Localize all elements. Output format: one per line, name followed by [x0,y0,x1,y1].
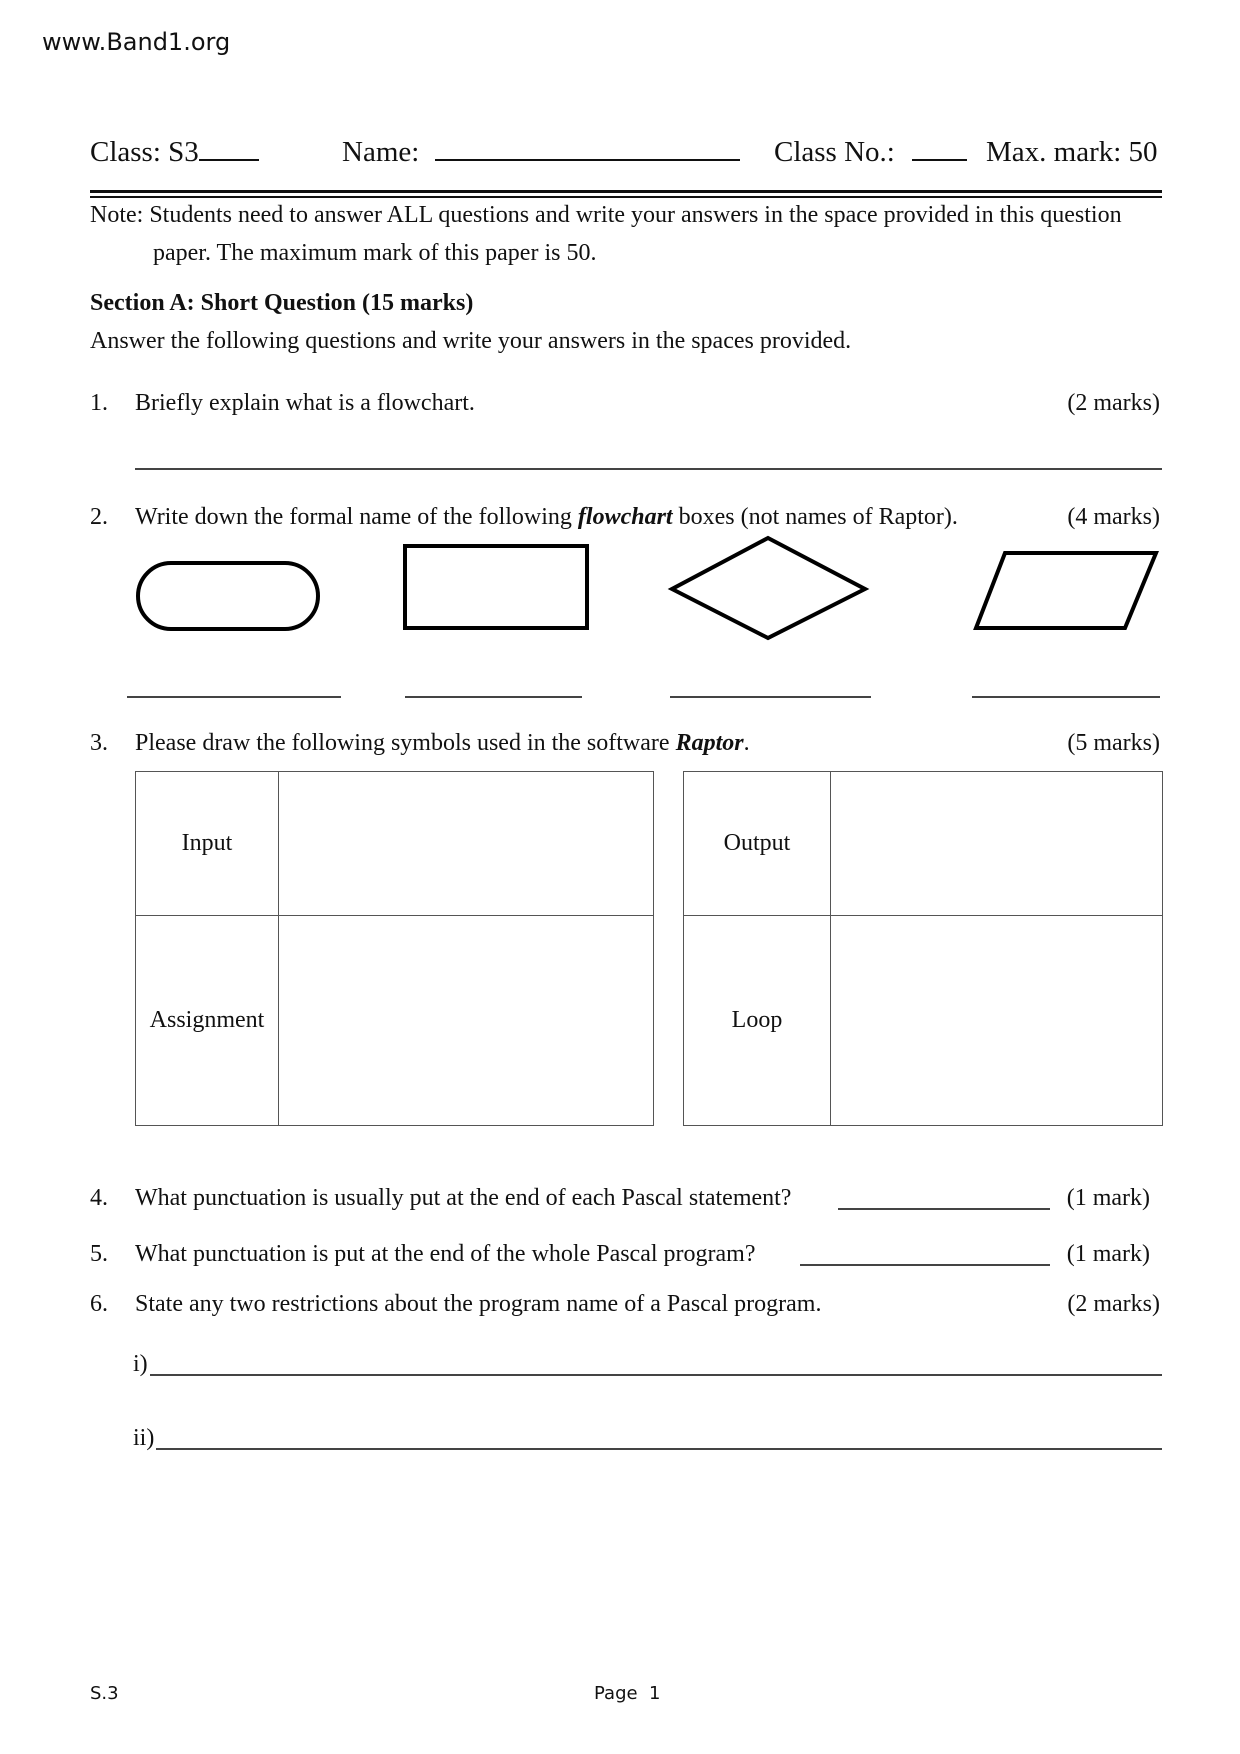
q2-answer-line-1[interactable] [127,696,341,698]
q5-number: 5. [90,1241,108,1267]
q5-answer-line[interactable] [800,1264,1050,1266]
q6-answer-line-i[interactable] [150,1374,1162,1376]
q1-text: Briefly explain what is a flowchart. [135,390,475,416]
q2-answer-line-4[interactable] [972,696,1160,698]
draw-area-input[interactable] [279,772,654,916]
q3-text-emphasis: Raptor [675,730,744,756]
note-line-2: paper. The maximum mark of this paper is 50. [153,240,597,266]
name-field [342,136,740,169]
q3-text-after: . [743,730,750,756]
note-line-1: Note: Students need to answer ALL questions and write your answers in the space provided in this question [90,202,1122,228]
site-watermark: www.Band1.org [42,28,231,56]
q2-text-after: boxes (not names of Raptor). [672,504,958,530]
class-no-field [774,136,967,169]
q6-marks: (2 marks) [1067,1291,1160,1317]
class-blank[interactable] [199,158,259,161]
q2-number: 2. [90,504,108,530]
q6-answer-line-ii[interactable] [156,1448,1162,1450]
q2-answer-line-2[interactable] [405,696,582,698]
q4-marks: (1 mark) [1066,1185,1150,1211]
max-mark: Max. mark: 50 [986,136,1158,168]
flowchart-shapes [0,530,1240,650]
q3-text-before: Please draw the following symbols used in the software [135,730,676,756]
q5-text: What punctuation is put at the end of the whole Pascal program? [135,1241,756,1267]
class-label: Class: S3 [90,136,199,168]
header-double-rule [90,190,1162,198]
section-instruction: Answer the following questions and write your answers in the spaces provided. [90,328,852,354]
raptor-table-left [135,771,654,1126]
footer-left: S.3 [90,1683,119,1704]
q3-marks: (5 marks) [1067,730,1160,756]
section-title: Section A: Short Question (15 marks) [90,290,474,316]
q4-answer-line[interactable] [838,1208,1050,1210]
class-no-label: Class No.: [774,136,895,168]
q2-text-emphasis: flowchart [577,504,673,530]
q1-answer-line[interactable] [135,468,1162,470]
terminal-shape [138,563,318,629]
draw-area-loop[interactable] [831,916,1163,1126]
class-field [90,136,259,169]
q3-text [135,730,750,757]
name-label: Name: [342,136,420,168]
q4-number: 4. [90,1185,108,1211]
label-loop: Loop [731,1007,783,1033]
page-number: Page 1 [594,1683,661,1704]
q1-marks: (2 marks) [1067,390,1160,416]
draw-area-output[interactable] [831,772,1163,916]
q2-marks: (4 marks) [1067,504,1160,530]
q2-answer-line-3[interactable] [670,696,871,698]
q5-marks: (1 mark) [1066,1241,1150,1267]
q1-number: 1. [90,390,108,416]
input-output-shape [976,553,1156,628]
label-assignment: Assignment [149,1007,265,1033]
q2-text-before: Write down the formal name of the following [135,504,578,530]
q4-text: What punctuation is usually put at the end of each Pascal statement? [135,1185,792,1211]
label-input: Input [181,830,233,856]
decision-shape [672,538,865,638]
label-output: Output [723,830,791,856]
name-blank[interactable] [435,158,740,161]
q6-sub-ii-label: ii) [133,1425,155,1451]
q3-number: 3. [90,730,108,756]
q6-text: State any two restrictions about the program name of a Pascal program. [135,1291,822,1317]
draw-area-assignment[interactable] [279,916,654,1126]
process-shape [405,546,587,628]
q2-text [135,504,958,531]
q6-sub-i-label: i) [133,1351,148,1377]
raptor-table-right [683,771,1163,1126]
q6-number: 6. [90,1291,108,1317]
class-no-blank[interactable] [912,158,967,161]
